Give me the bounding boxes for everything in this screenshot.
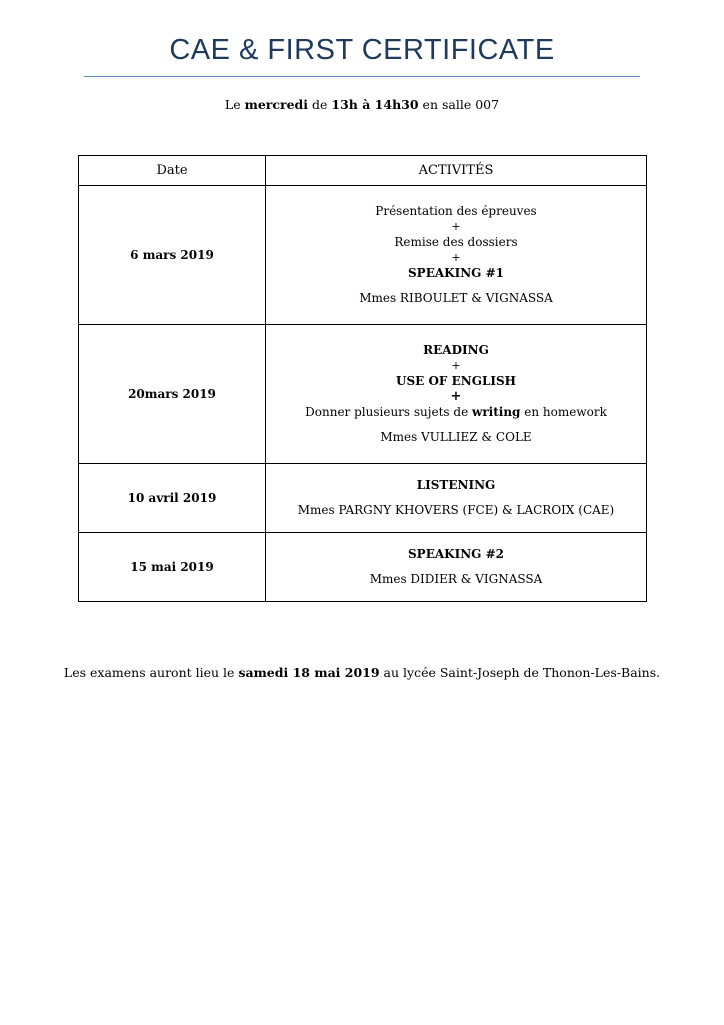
exam-suffix: au lycée Saint-Joseph de Thonon-Les-Bains.	[383, 665, 661, 680]
plus-sign: +	[451, 251, 461, 264]
schedule-time: 13h à 14h30	[331, 97, 419, 112]
table-row	[79, 533, 647, 602]
exam-date: samedi 18 mai 2019	[238, 665, 380, 680]
teachers-line: Mmes RIBOULET & VIGNASSA	[359, 291, 553, 305]
table-header-row	[79, 156, 647, 186]
teachers-line: Mmes DIDIER & VIGNASSA	[369, 572, 543, 586]
plus-sign: +	[450, 389, 462, 404]
activity-line: SPEAKING #2	[408, 546, 504, 561]
activity-line: LISTENING	[416, 477, 496, 492]
activity-text: en homework	[524, 404, 607, 419]
header-activities: ACTIVITÉS	[266, 156, 647, 186]
plus-sign: +	[451, 220, 461, 233]
row-date: 10 avril 2019	[79, 464, 266, 533]
activity-line: READING	[423, 342, 489, 357]
row-activities	[266, 533, 647, 602]
activities-table	[78, 155, 647, 602]
schedule-line	[0, 97, 724, 112]
exam-info	[0, 665, 724, 680]
activity-line: Remise des dossiers	[394, 234, 518, 249]
row-activities	[266, 464, 647, 533]
schedule-prefix: Le	[224, 97, 241, 112]
schedule-room: en salle 007	[422, 97, 500, 112]
row-date: 6 mars 2019	[79, 186, 266, 325]
row-activities	[266, 325, 647, 464]
page-title: CAE & FIRST CERTIFICATE	[169, 34, 555, 66]
teachers-line: Mmes VULLIEZ & COLE	[380, 430, 532, 444]
table-row	[79, 186, 647, 325]
header-date: Date	[79, 156, 266, 186]
activity-text: Donner plusieurs sujets de	[305, 404, 469, 419]
activity-line	[266, 405, 646, 421]
row-date: 15 mai 2019	[79, 533, 266, 602]
activity-line: Présentation des épreuves	[375, 203, 537, 218]
row-date: 20mars 2019	[79, 325, 266, 464]
title-divider	[84, 76, 640, 77]
activity-emphasis: writing	[472, 404, 521, 419]
table-row	[79, 325, 647, 464]
plus-sign: +	[451, 359, 461, 372]
activity-line: SPEAKING #1	[408, 265, 504, 280]
activity-line: USE OF ENGLISH	[395, 373, 517, 388]
table-row	[79, 464, 647, 533]
schedule-day: mercredi	[244, 97, 309, 112]
row-activities	[266, 186, 647, 325]
exam-prefix: Les examens auront lieu le	[63, 665, 235, 680]
schedule-from: de	[312, 97, 328, 112]
teachers-line: Mmes PARGNY KHOVERS (FCE) & LACROIX (CAE)	[297, 503, 615, 517]
